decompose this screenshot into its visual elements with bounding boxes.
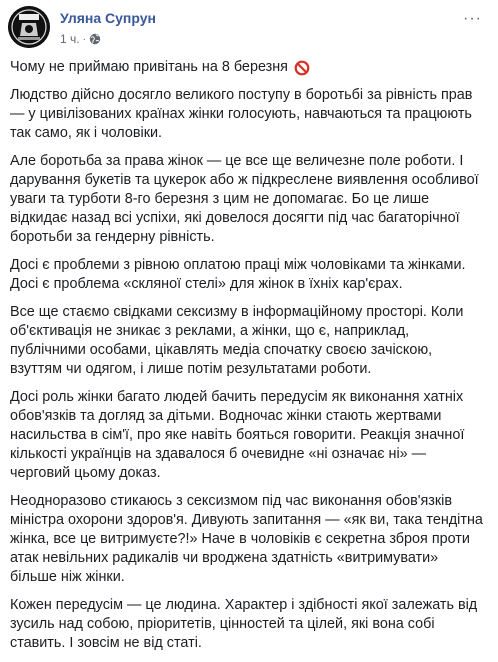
post-paragraph-3: Досі є проблеми з рівною оплатою праці між чоловіками та жінками. Досі є проблема «скляної стелі» для жінок в їхніх кар'єрах.	[10, 257, 466, 292]
author-name[interactable]: Уляна Супрун	[60, 10, 156, 26]
post-time[interactable]: 1 ч.	[60, 32, 80, 46]
more-options-button[interactable]: ···	[463, 10, 482, 27]
post-paragraph-1: Людство дійсно досягло великого поступу в боротьбі за рівність прав — у цивілізованих країнах жінки голосують, навчаються та працюють так само, як і чоловіки.	[10, 87, 473, 141]
globe-icon	[89, 33, 101, 45]
post-title: Чому не приймаю привітань на 8 березня	[10, 59, 288, 75]
post-header	[8, 6, 488, 50]
post-paragraph-2: Але боротьба за права жінок — це все ще величезне поле роботи. І дарування букетів та цукерок або ж підкреслене виявлення особливої уваги та турботи 8-го березня з цим не допомагає. Бо це лише відкидає назад всі успіхи, які довелося досягти під час багаторічної боротьби за гендерну рівність.	[10, 153, 479, 245]
avatar[interactable]	[8, 6, 50, 48]
post-paragraph-6: Неодноразово стикаюсь з сексизмом під час виконання обов'язків міністра охорони здоров'я. Дивують запитання — «як ви, така тендітна жінка, все це витримуєте?!» Наче в чоловіків є секретна зброя проти атак невільних радикалів чи вроджена здатність «витримувати» більше ніж жінки.	[10, 493, 483, 585]
post-paragraph-4: Все ще стаємо свідками сексизму в інформаційному просторі. Коли об'єктивація не зникає з реклами, а жінки, що є, наприклад, публічними особами, цікавлять медіа спочатку своєю зачіскою, взуттям чи одягом, і лише потім результатами роботи.	[10, 304, 464, 377]
meta-separator: ·	[82, 33, 86, 45]
prohibited-icon	[294, 60, 310, 76]
post-paragraph-7: Кожен передусім — це людина. Характер і здібності якої залежать від зусиль над собою, пріоритетів, цінностей та цілей, які вона собі ставить. І зовсім не від статі.	[10, 597, 478, 651]
post-meta	[60, 32, 101, 46]
post-body	[10, 58, 484, 662]
avatar-logo-icon	[8, 6, 50, 48]
post-paragraph-5: Досі роль жінки багато людей бачить передусім як виконання хатніх обов'язків та догляд за дітьми. Водночас жінки стають жертвами насильства в сім'ї, про яке навіть бояться говорити. Реакція значної кількості українців на здавалося б очевидне «ні означає ні» — черговий цьому доказ.	[10, 389, 465, 481]
post-title-paragraph	[10, 58, 484, 77]
